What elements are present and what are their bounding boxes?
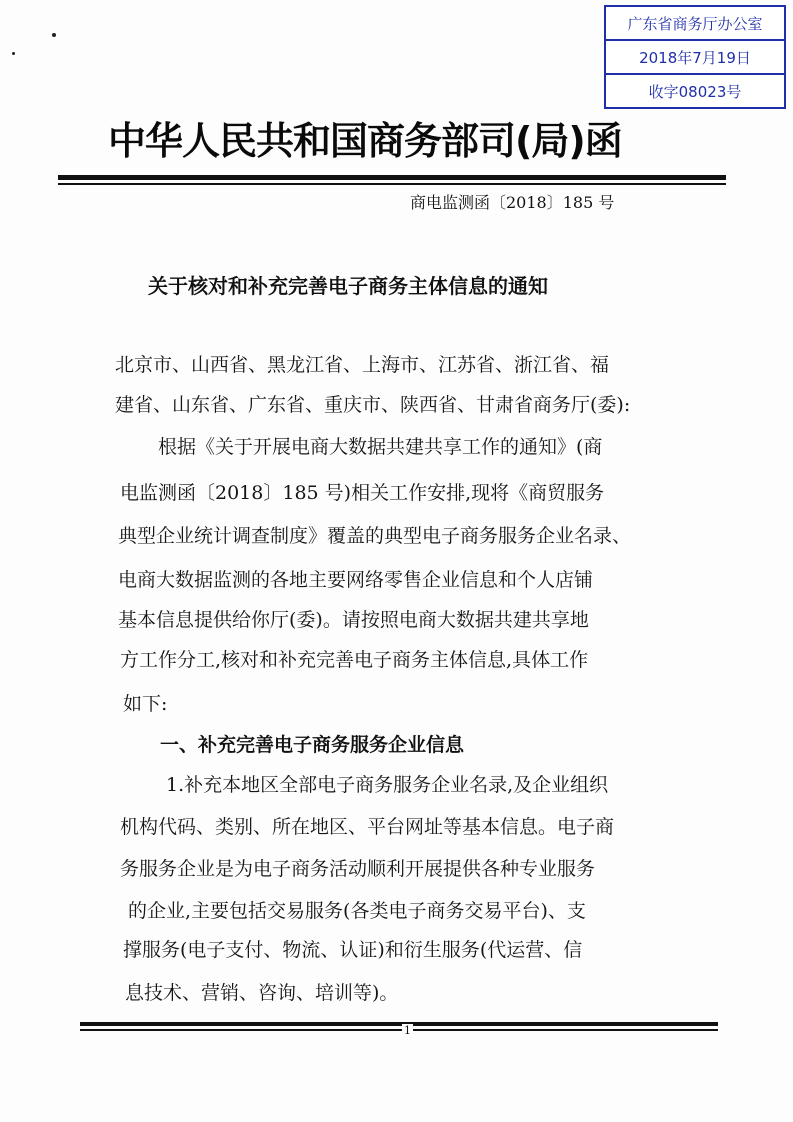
letterhead-rule bbox=[58, 175, 726, 180]
section-heading: 一、补充完善电子商务服务企业信息 bbox=[160, 734, 465, 756]
addressee-line: 建省、山东省、广东省、重庆市、陕西省、甘肃省商务厅(委): bbox=[115, 394, 631, 416]
body-line: 方工作分工,核对和补充完善电子商务主体信息,具体工作 bbox=[120, 649, 589, 671]
addressee-line: 北京市、山西省、黑龙江省、上海市、江苏省、浙江省、福 bbox=[115, 354, 610, 376]
item-line: 机构代码、类别、所在地区、平台网址等基本信息。电子商 bbox=[120, 816, 615, 838]
page-number: 1 bbox=[404, 1024, 411, 1037]
footer-rule-thin bbox=[80, 1029, 718, 1031]
item-line: 1.补充本地区全部电子商务服务企业名录,及企业组织 bbox=[166, 774, 609, 796]
letterhead: 中华人民共和国商务部司(局)函 bbox=[108, 119, 622, 163]
received-stamp bbox=[604, 5, 786, 109]
document-number: 商电监测函〔2018〕185 号 bbox=[410, 193, 615, 212]
item-line: 务服务企业是为电子商务活动顺利开展提供各种专业服务 bbox=[120, 858, 596, 880]
footer-rule bbox=[80, 1022, 718, 1026]
letterhead-rule-thin bbox=[58, 183, 726, 185]
item-line: 撑服务(电子支付、物流、认证)和衍生服务(代运营、信 bbox=[123, 939, 583, 961]
item-line: 息技术、营销、咨询、培训等)。 bbox=[125, 982, 399, 1004]
stamp-receipt-number: 收字08023号 bbox=[648, 82, 742, 101]
scan-speck bbox=[12, 52, 15, 55]
body-line: 电监测函〔2018〕185 号)相关工作安排,现将《商贸服务 bbox=[120, 482, 605, 504]
body-line: 如下: bbox=[123, 693, 168, 715]
document-title: 关于核对和补充完善电子商务主体信息的通知 bbox=[148, 274, 548, 298]
body-line: 典型企业统计调查制度》覆盖的典型电子商务服务企业名录、 bbox=[118, 525, 632, 547]
body-line: 根据《关于开展电商大数据共建共享工作的通知》(商 bbox=[158, 436, 603, 458]
body-line: 基本信息提供给你厅(委)。请按照电商大数据共建共享地 bbox=[118, 609, 589, 631]
scan-speck bbox=[52, 33, 56, 37]
body-line: 电商大数据监测的各地主要网络零售企业信息和个人店铺 bbox=[118, 569, 594, 591]
stamp-date: 2018年7月19日 bbox=[606, 41, 784, 75]
item-line: 的企业,主要包括交易服务(各类电子商务交易平台)、支 bbox=[128, 900, 586, 922]
stamp-office: 广东省商务厅办公室 bbox=[606, 7, 784, 41]
